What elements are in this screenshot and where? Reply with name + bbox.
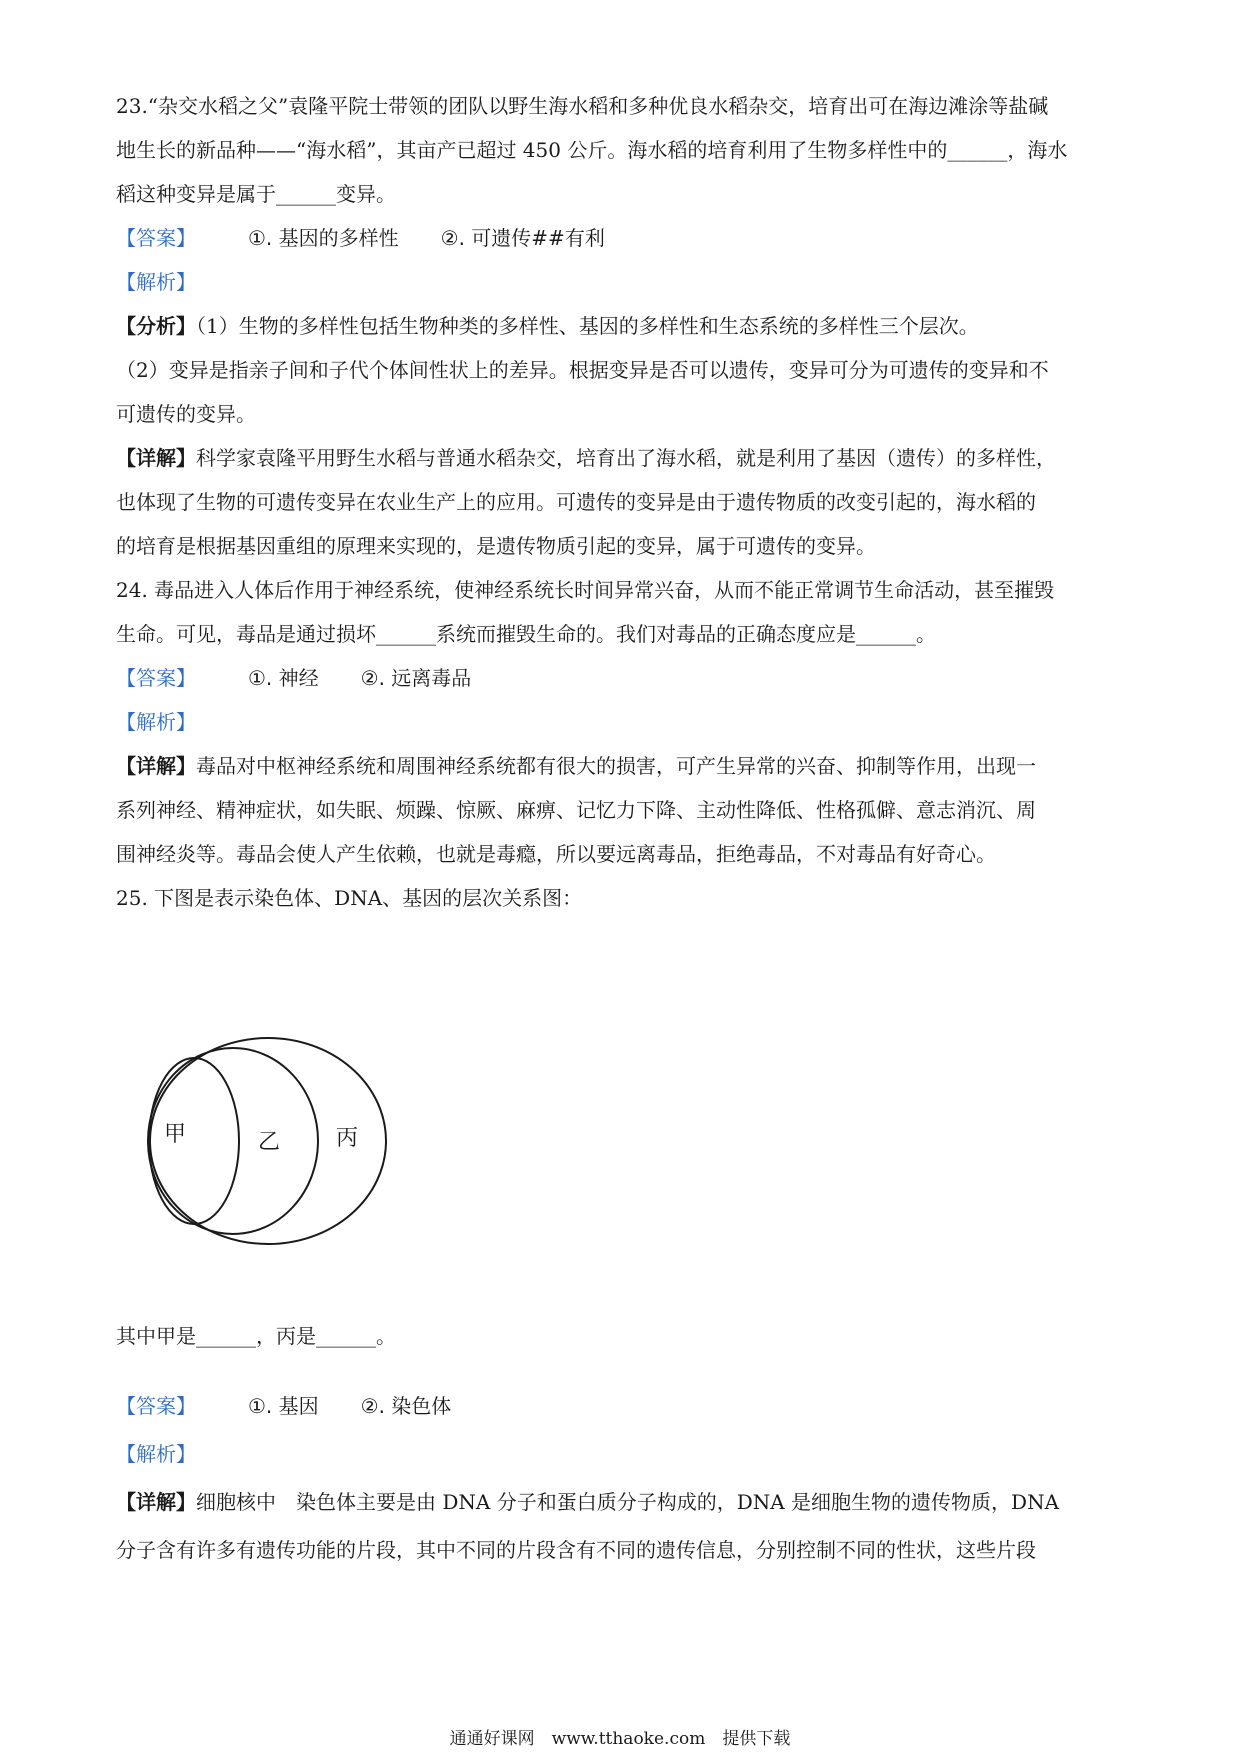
- q23-detail-text-1: 科学家袁隆平用野生水稻与普通水稻杂交，培育出了海水稻，就是利用了基因（遗传）的多样性，: [196, 446, 1056, 470]
- q23-answer-1: ①. 基因的多样性: [248, 226, 399, 250]
- q25-detail-line-1: [116, 1488, 1128, 1516]
- analysis-tag: 【解析】: [116, 270, 196, 294]
- label-jia: 甲: [164, 1122, 187, 1147]
- q23-stem-line-1: 23.“杂交水稻之父”袁隆平院士带领的团队以野生海水稻和多种优良水稻杂交，培育出可在海边滩涂等盐碱: [116, 94, 1049, 118]
- fenxi-tag: 【分析】: [116, 314, 196, 338]
- q23-answer-2: ②. 可遗传##有利: [440, 226, 605, 250]
- q24-detail-line-2: 系列神经、精神症状，如失眠、烦躁、惊厥、麻痹、记忆力下降、主动性降低、性格孤僻、意志消沉、周: [116, 798, 1036, 822]
- q25-detail-line-2: 分子含有许多有遗传功能的片段，其中不同的片段含有不同的遗传信息，分别控制不同的性状，这些片段: [116, 1538, 1036, 1562]
- q23-stem-line-2: 地生长的新品种——“海水稻”，其亩产已超过 450 公斤。海水稻的培育利用了生物多样性中的______，海水: [116, 138, 1068, 162]
- q23-fenxi-line-2: （2）变异是指亲子间和子代个体间性状上的差异。根据变异是否可以遗传，变异可分为可遗传的变异和不: [116, 358, 1049, 382]
- q24-stem-line-1: 24. 毒品进入人体后作用于神经系统，使神经系统长时间异常兴奋，从而不能正常调节生命活动，甚至摧毁: [116, 578, 1055, 602]
- inner-ellipse-jia: [149, 1058, 239, 1224]
- analysis-tag: 【解析】: [116, 1442, 196, 1466]
- q25-stem-line-1: 25. 下图是表示染色体、DNA、基因的层次关系图：: [116, 886, 583, 910]
- q24-answer-row: [116, 664, 1128, 692]
- q24-detail-text-1: 毒品对中枢神经系统和周围神经系统都有很大的损害，可产生异常的兴奋、抑制等作用，出现一: [196, 754, 1036, 778]
- q23-detail-line-3: 的培育是根据基因重组的原理来实现的，是遗传物质引起的变异，属于可遗传的变异。: [116, 534, 876, 558]
- q23-stem-line-3: 稻这种变异是属于______变异。: [116, 182, 396, 206]
- q24-detail-line-3: 围神经炎等。毒品会使人产生依赖，也就是毒瘾，所以要远离毒品，拒绝毒品，不对毒品有好奇心。: [116, 842, 996, 866]
- q23-detail-line-1: [116, 444, 1128, 472]
- q23-answer-row: [116, 224, 1128, 252]
- label-bing: 丙: [336, 1126, 359, 1151]
- q25-answer-2: ②. 染色体: [360, 1394, 452, 1418]
- detail-tag: 【详解】: [116, 1490, 196, 1514]
- answer-tag: 【答案】: [116, 226, 196, 250]
- q23-fenxi-text-1: （1）生物的多样性包括生物种类的多样性、基因的多样性和生态系统的多样性三个层次。: [196, 314, 979, 338]
- q25-answer-1: ①. 基因: [248, 1394, 319, 1418]
- q24-answer-1: ①. 神经: [248, 666, 319, 690]
- q24-analysis-tag: [116, 708, 1128, 736]
- q24-detail-line-1: [116, 752, 1128, 780]
- nested-ellipse-diagram: [140, 1020, 400, 1250]
- detail-tag: 【详解】: [116, 446, 196, 470]
- q24-answer-2: ②. 远离毒品: [360, 666, 472, 690]
- q25-analysis-tag: [116, 1440, 1128, 1468]
- answer-tag: 【答案】: [116, 1394, 196, 1418]
- q23-detail-line-2: 也体现了生物的可遗传变异在农业生产上的应用。可遗传的变异是由于遗传物质的改变引起的，海水稻的: [116, 490, 1036, 514]
- q24-stem-line-2: 生命。可见，毒品是通过损坏______系统而摧毁生命的。我们对毒品的正确态度应是______。: [116, 622, 936, 646]
- analysis-tag: 【解析】: [116, 710, 196, 734]
- page-footer: 通通好课网 www.tthaoke.com 提供下载: [449, 1729, 791, 1749]
- q23-analysis-tag: [116, 268, 1128, 296]
- q23-fenxi-line-1: [116, 312, 1128, 340]
- q25-detail-text-1: 细胞核中 染色体主要是由 DNA 分子和蛋白质分子构成的，DNA 是细胞生物的遗传物质，DNA: [196, 1490, 1060, 1514]
- detail-tag: 【详解】: [116, 754, 196, 778]
- q25-answer-row: [116, 1392, 1128, 1420]
- q25-stem-line-2: 其中甲是______，丙是______。: [116, 1324, 396, 1348]
- q23-fenxi-line-3: 可遗传的变异。: [116, 402, 256, 426]
- label-yi: 乙: [258, 1130, 281, 1155]
- answer-tag: 【答案】: [116, 666, 196, 690]
